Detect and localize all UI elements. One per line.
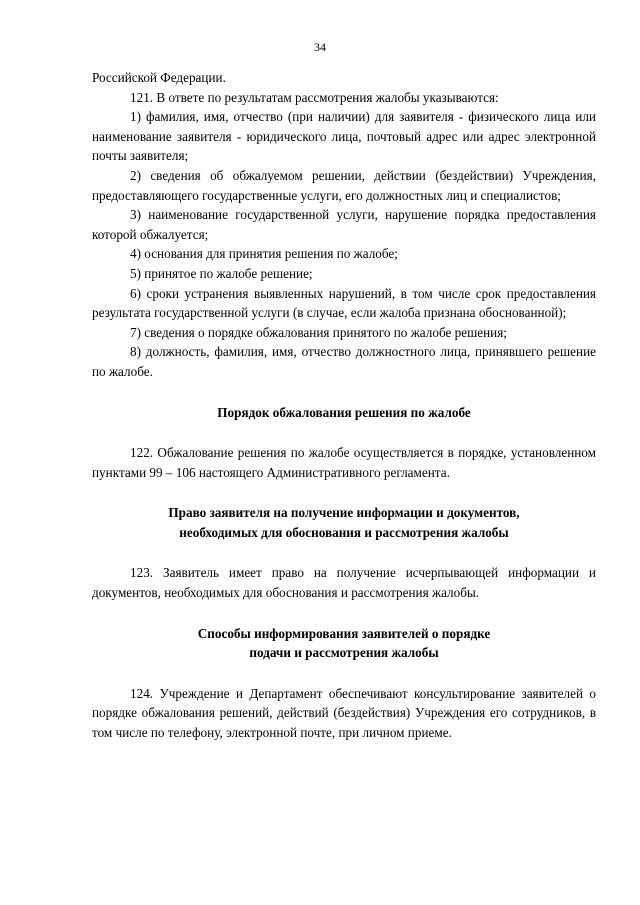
section-heading-rights-line1: Право заявителя на получение информации и документов, <box>168 505 520 521</box>
paragraph-121: 121. В ответе по результатам рассмотрения жалобы указываются: <box>130 89 499 105</box>
list-item-7: 7) сведения о порядке обжалования принятого по жалобе решения; <box>130 324 507 340</box>
paragraph-continuation: Российской Федерации. <box>92 70 226 85</box>
page-number: 34 <box>314 40 326 54</box>
paragraph-123: 123. Заявитель имеет право на получение исчерпывающей информации и документов, необходимых для обоснования и рассмотрения жалобы. <box>92 565 596 601</box>
paragraph-124: 124. Учреждение и Департамент обеспечивают консультирование заявителей о порядке обжалования решений, действий (бездействия) Учреждения его сотрудников, в том числе по телефону, электронной почте, при личном приеме. <box>92 685 596 741</box>
list-item-2: 2) сведения об обжалуемом решении, действии (бездействии) Учреждения, предоставляющего государственные услуги, его должностных лиц и специалистов; <box>92 167 596 203</box>
list-item-8: 8) должность, фамилия, имя, отчество должностного лица, принявшего решение по жалобе. <box>92 344 596 379</box>
section-heading-informing-line2: подачи и рассмотрения жалобы <box>249 645 439 661</box>
section-heading-appeal: Порядок обжалования решения по жалобе <box>217 404 471 420</box>
document-body <box>92 68 596 743</box>
section-heading-rights-line2: необходимых для обоснования и рассмотрения жалобы <box>179 524 509 540</box>
list-item-4: 4) основания для принятия решения по жалобе; <box>130 246 398 262</box>
list-item-5: 5) принятое по жалобе решение; <box>130 265 313 281</box>
list-item-1: 1) фамилия, имя, отчество (при наличии) для заявителя - физического лица или наименование заявителя - юридического лица, почтовый адрес или адрес электронной почты заявителя; <box>92 109 596 164</box>
list-item-3: 3) наименование государственной услуги, нарушение порядка предоставления которой обжалуется; <box>92 207 596 242</box>
paragraph-122: 122. Обжалование решения по жалобе осуществляется в порядке, установленном пунктами 99 – 106 настоящего Административного регламента. <box>92 445 596 480</box>
list-item-6: 6) сроки устранения выявленных нарушений, в том числе срок предоставления результата государственной услуги (в случае, если жалоба признана обоснованной); <box>92 285 596 321</box>
section-heading-informing-line1: Способы информирования заявителей о порядке <box>197 625 491 641</box>
